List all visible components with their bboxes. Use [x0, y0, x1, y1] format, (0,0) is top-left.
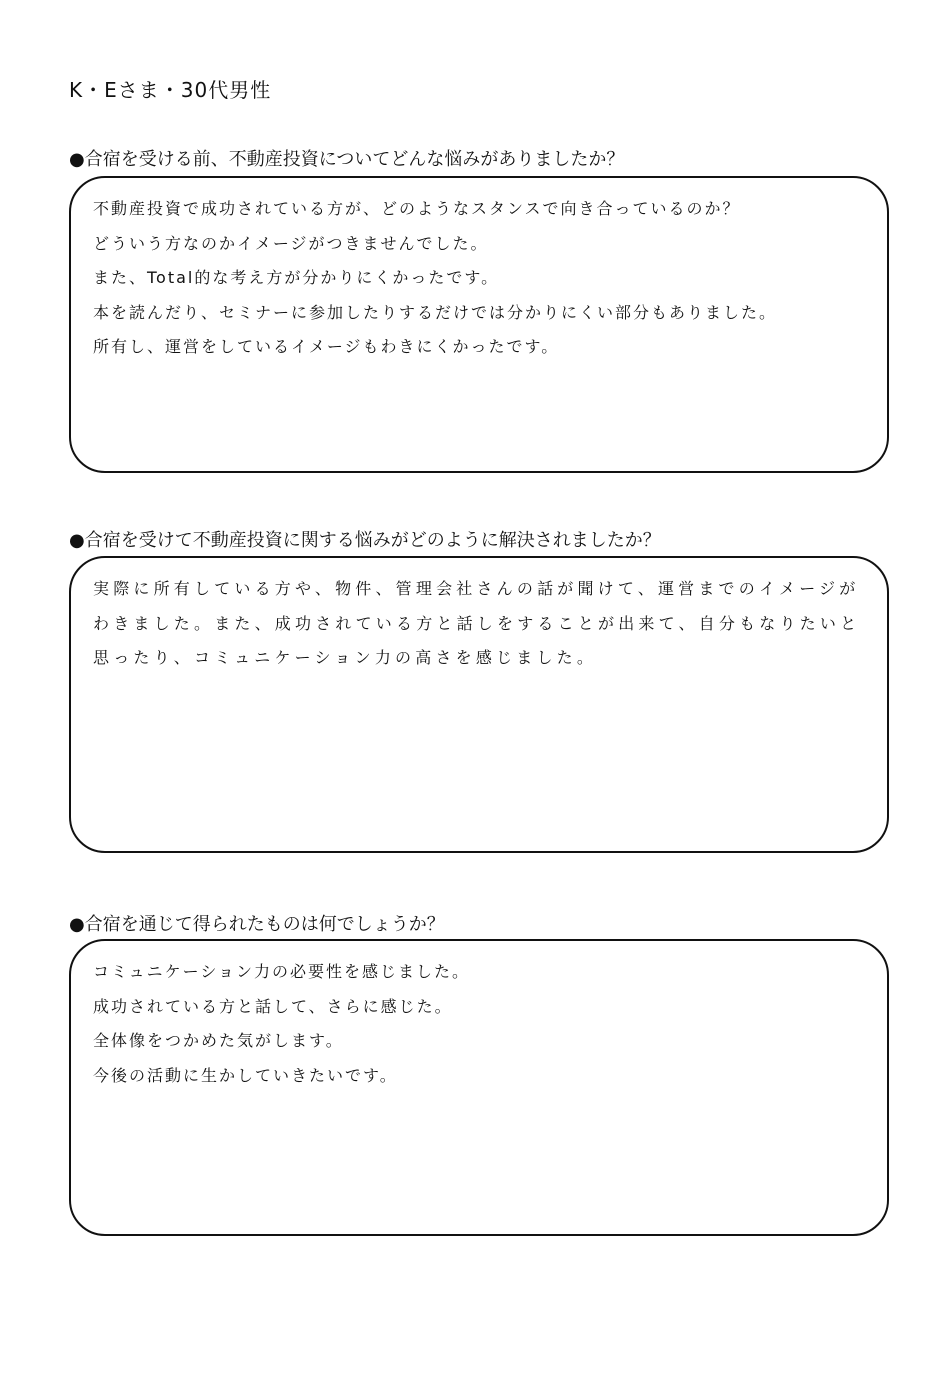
answer-box-2 — [69, 556, 889, 853]
answer-1-line-3: また、Total的な考え方が分かりにくかったです。 — [93, 268, 500, 287]
question-3: ●合宿を通じて得られたものは何でしょうか？ — [69, 914, 445, 935]
answer-1-line-4: 本を読んだり、セミナーに参加したりするだけでは分かりにくい部分もありました。 — [93, 302, 778, 322]
answer-3-line-3: 全体像をつかめた気がします。 — [93, 1031, 344, 1050]
answer-box-1 — [69, 176, 889, 473]
answer-3-line-4: 今後の活動に生かしていきたいです。 — [93, 1065, 398, 1085]
answer-box-3 — [69, 939, 889, 1236]
answer-1-line-2: どういう方なのかイメージがつきませんでした。 — [93, 233, 489, 253]
question-2: ●合宿を受けて不動産投資に関する悩みがどのように解決されましたか？ — [69, 530, 661, 551]
page-title: K・Eさま・30代男性 — [69, 78, 272, 102]
answer-3-line-1: コミュニケーション力の必要性を感じました。 — [93, 962, 471, 981]
answer-1-line-1: 不動産投資で成功されている方が、どのようなスタンスで向き合っているのか？ — [93, 199, 741, 218]
answer-1-line-5: 所有し、運営をしているイメージもわきにくかったです。 — [93, 337, 560, 356]
answer-3-line-2: 成功されている方と話して、さらに感じた。 — [93, 996, 453, 1016]
question-1: ●合宿を受ける前、不動産投資についてどんな悩みがありましたか？ — [69, 149, 625, 170]
answer-2-paragraph: 実際に所有している方や、物件、管理会社さんの話が聞けて、運営までのイメージがわきました。また、成功されている方と話しをすることが出来て、自分もなりたいと思ったり、コミュニケーション力の高さを感じました。 — [93, 579, 861, 667]
